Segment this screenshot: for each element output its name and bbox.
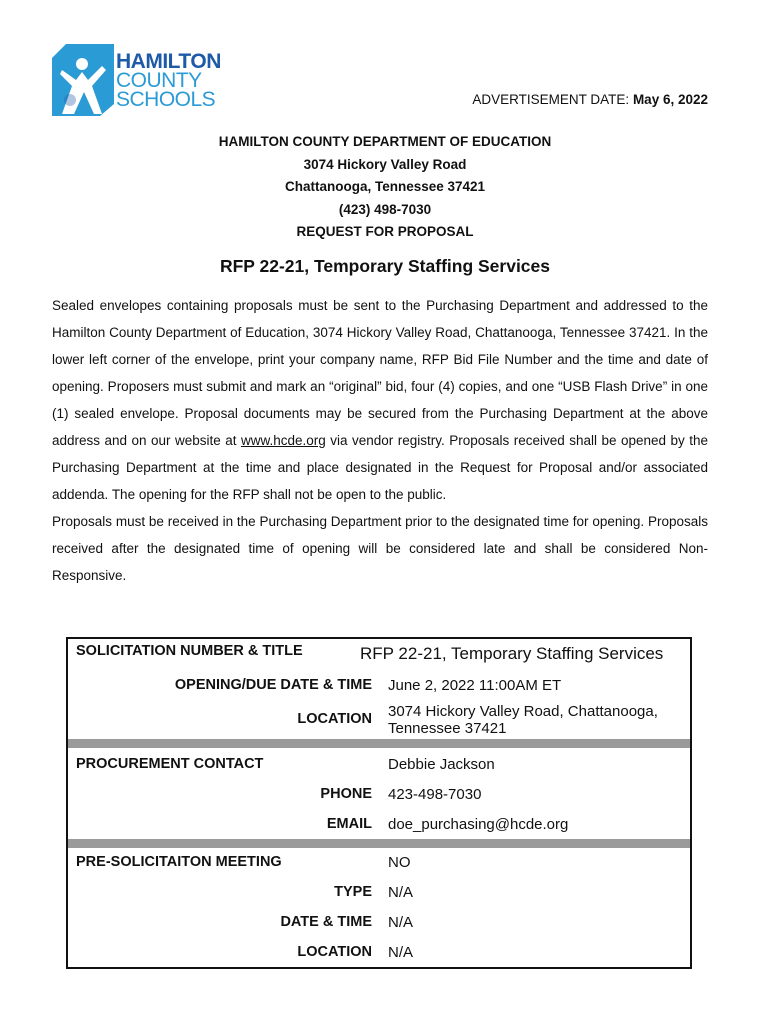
type-label: TYPE bbox=[334, 884, 372, 900]
location-label: LOCATION bbox=[297, 711, 372, 727]
section-separator bbox=[68, 839, 690, 848]
header-line-rfp: REQUEST FOR PROPOSAL bbox=[296, 224, 474, 239]
phone-label: PHONE bbox=[320, 786, 372, 802]
location-line-2: Tennessee 37421 bbox=[388, 720, 507, 737]
header-line-city: Chattanooga, Tennessee 37421 bbox=[284, 179, 486, 194]
rfp-title: RFP 22-21, Temporary Staffing Services bbox=[219, 256, 551, 276]
logo-figure-icon bbox=[52, 44, 114, 116]
meeting-location-value: N/A bbox=[388, 944, 414, 961]
presolicitation-label: PRE-SOLICITAITON MEETING bbox=[76, 854, 282, 870]
due-date-value: June 2, 2022 11:00AM ET bbox=[388, 677, 562, 694]
logo-text bbox=[116, 52, 221, 109]
contact-value: Debbie Jackson bbox=[388, 756, 495, 773]
date-time-label: DATE & TIME bbox=[280, 914, 372, 930]
location-value bbox=[388, 703, 658, 737]
logo-line-1: HAMILTON bbox=[116, 50, 221, 73]
phone-value: 423-498-7030 bbox=[388, 786, 482, 803]
email-value[interactable]: doe_purchasing@hcde.org bbox=[388, 816, 569, 833]
body-text bbox=[52, 292, 708, 589]
paragraph-2: Proposals must be received in the Purchasing Department prior to the designated time for opening. Proposals received after the designated time of opening will be considered late and shall be considered Non-Responsive. bbox=[52, 514, 708, 583]
paragraph-1-end: via vendor registry. Proposals received shall be opened by the Purchasing Department at the time and place designated in the Request for Proposal and/or associated addenda. The opening for the RFP shall not be open to the public. bbox=[52, 433, 708, 502]
type-value: N/A bbox=[388, 884, 414, 901]
logo-line-3: SCHOOLS bbox=[116, 88, 216, 111]
presolicitation-value: NO bbox=[388, 854, 411, 871]
location-line-1: 3074 Hickory Valley Road, Chattanooga, bbox=[388, 703, 658, 720]
document-header bbox=[0, 131, 770, 244]
solicitation-label: SOLICITATION NUMBER & TITLE bbox=[76, 643, 303, 659]
due-date-label: OPENING/DUE DATE & TIME bbox=[174, 677, 372, 693]
header-line-department: HAMILTON COUNTY DEPARTMENT OF EDUCATION bbox=[218, 134, 552, 149]
logo-line-2: COUNTY bbox=[116, 69, 202, 92]
advertisement-date-value: May 6, 2022 bbox=[632, 92, 708, 107]
header-line-street: 3074 Hickory Valley Road bbox=[303, 156, 467, 172]
contact-label: PROCUREMENT CONTACT bbox=[76, 756, 264, 772]
date-time-value: N/A bbox=[388, 914, 414, 931]
hamilton-county-schools-logo bbox=[52, 44, 232, 118]
paragraph-1-start: Sealed envelopes containing proposals must be sent to the Purchasing Department and addressed to the Hamilton County Department of Education, 3074 Hickory Valley Road, Chattanooga, Tennessee 37421. In the lower left corner of the envelope, print your company name, RFP Bid File Number and the time and date of opening. Proposers must submit and mark an “original” bid, four (4) copies, and one “USB Flash Drive” in one (1) sealed envelope. Proposal documents may be secured from the Purchasing Department at the above address and on our website at bbox=[52, 298, 708, 448]
advertisement-label: ADVERTISEMENT DATE: bbox=[472, 92, 630, 107]
section-separator bbox=[68, 739, 690, 748]
header-line-phone: (423) 498-7030 bbox=[338, 201, 432, 217]
solicitation-value: RFP 22-21, Temporary Staffing Services bbox=[360, 644, 664, 663]
paragraph-1 bbox=[52, 292, 708, 508]
advertisement-date bbox=[472, 92, 708, 107]
website-link[interactable]: www.hcde.org bbox=[240, 433, 326, 448]
solicitation-info-table bbox=[66, 637, 692, 969]
email-label: EMAIL bbox=[326, 816, 372, 832]
meeting-location-label: LOCATION bbox=[297, 944, 372, 960]
